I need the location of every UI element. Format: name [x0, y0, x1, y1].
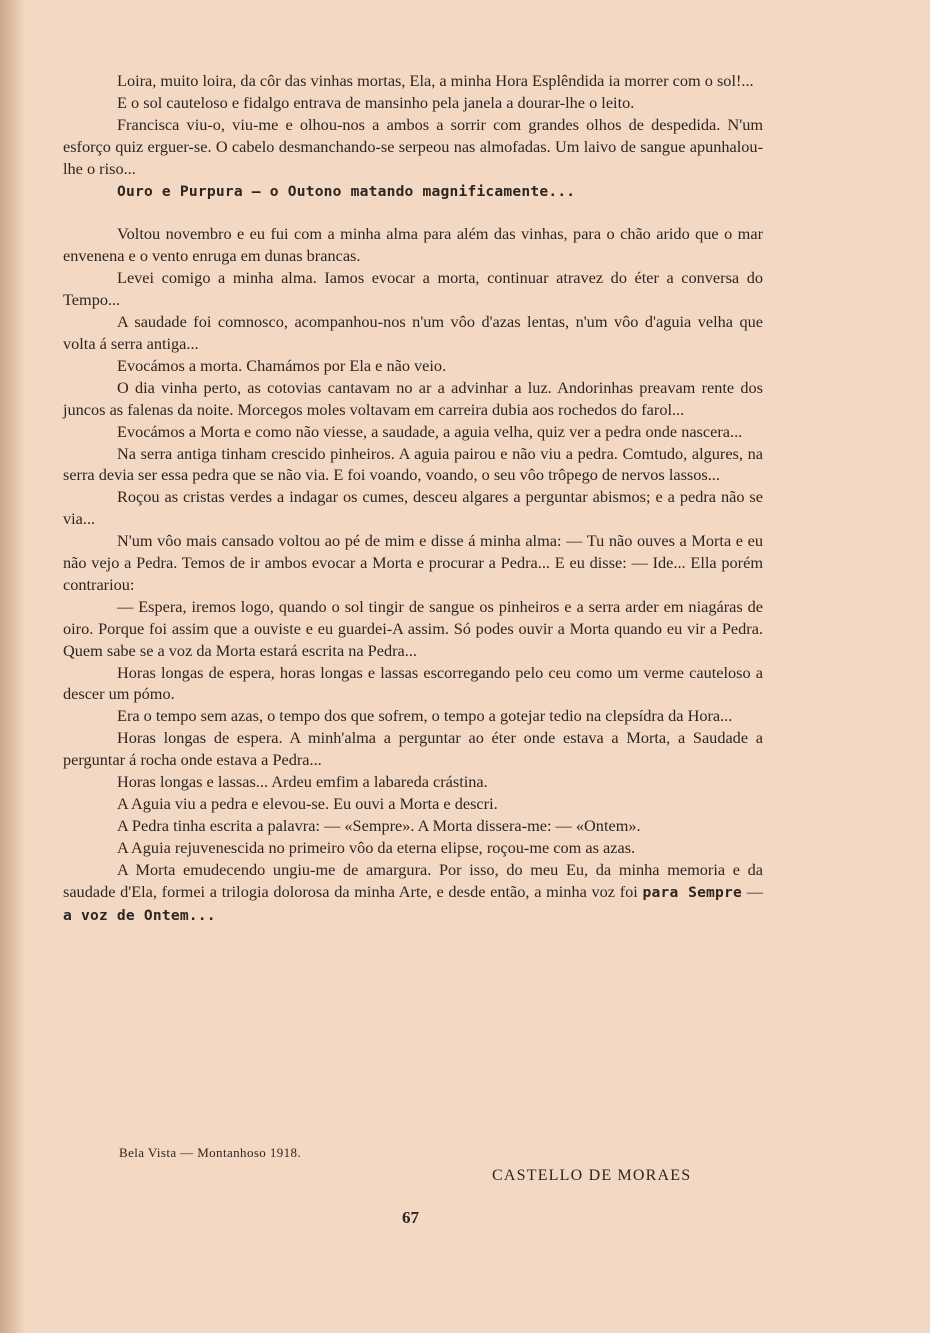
paragraph: [63, 662, 763, 706]
paragraph: [63, 114, 763, 180]
paragraph-text: N'um vôo mais cansado voltou ao pé de mim e disse á minha alma: — Tu não ouves a Morta e eu não vejo a Pedra. Temos de ir ambos evocar a Morta e procurar a Pedra... E eu disse: — Ide... Ella porém contrariou:: [63, 531, 763, 594]
paragraph: [63, 311, 763, 355]
paragraph-text: Voltou novembro e eu fui com a minha alma para além das vinhas, para o chão arido que o mar envenena e o vento enruga em dunas brancas.: [63, 224, 763, 266]
paragraph: [63, 92, 763, 114]
paragraph: [63, 486, 763, 530]
paragraph: [63, 837, 763, 859]
paragraph-text: O dia vinha perto, as cotovias cantavam no ar a advinhar a luz. Andorinhas preavam rente dos juncos as falenas da noite. Morcegos moles voltavam em carreira dubia aos rochedos do farol...: [63, 377, 763, 419]
paragraph: [63, 443, 763, 487]
paragraph: [63, 727, 763, 771]
paragraph: [63, 859, 763, 927]
page-number: 67: [402, 1208, 419, 1227]
paragraph-text: Levei comigo a minha alma. Iamos evocar a morta, continuar atravez do éter a conversa do Tempo...: [63, 268, 763, 310]
paragraph: [63, 421, 763, 443]
page-edge-shadow: [0, 0, 26, 1333]
paragraph-text: Evocámos a morta. Chamámos por Ela e não veio.: [117, 355, 447, 375]
dateline: Bela Vista — Montanhoso 1918.: [119, 1145, 302, 1160]
paragraph-text: Horas longas de espera. A minh'alma a perguntar ao éter onde estava a Morta, a Saudade a perguntar á rocha onde estava a Pedra...: [63, 728, 763, 770]
body-text: [63, 70, 763, 926]
paragraph: [63, 815, 763, 837]
paragraph-text: Loira, muito loira, da côr das vinhas mortas, Ela, a minha Hora Esplêndida ia morrer com o sol!...: [117, 71, 754, 90]
paragraph-text: Francisca viu-o, viu-me e olhou-nos a ambos a sorrir com grandes olhos de despedida. N'um esforço quiz erguer-se. O cabelo desmanchando-se serpeou nas almofadas. Um laivo de sangue apunhalou-lhe o riso...: [63, 114, 763, 178]
paragraph-text: Horas longas de espera, horas longas e lassas escorregando pelo ceu como um verme cauteloso a descer um pómo.: [63, 662, 763, 704]
paragraph: [63, 530, 763, 596]
paragraph: [63, 267, 763, 311]
emphasis-text: a voz de Ontem...: [63, 906, 216, 924]
paragraph-text: A Aguia rejuvenescida no primeiro vôo da eterna elipse, roçou-me com as azas.: [117, 837, 636, 857]
paragraph: [63, 377, 763, 421]
paragraph-text: —: [742, 881, 763, 901]
paragraph: [63, 596, 763, 662]
paragraph-text: Na serra antiga tinham crescido pinheiros. A aguia pairou e não viu a pedra. Comtudo, algures, na serra devia ser essa pedra que se não via. E foi voando, voando, o seu vôo trôpego de nervos lassos...: [63, 443, 763, 485]
paragraph-text: Era o tempo sem azas, o tempo dos que sofrem, o tempo a gotejar tedio na clepsídra da Hora...: [117, 706, 733, 726]
paragraph-text: Roçou as cristas verdes a indagar os cumes, desceu algares a perguntar abismos; e a pedra não se via...: [63, 487, 763, 529]
emphasis-text: para Sempre: [642, 883, 742, 901]
paragraph-text: — Espera, iremos logo, quando o sol tingir de sangue os pinheiros e a serra arder em niagáras de oiro. Porque foi assim que a ouviste e eu guardei-A assim. Só podes ouvir a Morta quando eu vir a Pedra. Quem sabe se a voz da Morta estará escrita na Pedra...: [63, 596, 763, 660]
paragraph-text: Evocámos a Morta e como não viesse, a saudade, a aguia velha, quiz ver a pedra onde nascera...: [117, 421, 743, 441]
paragraph-text: A Aguia viu a pedra e elevou-se. Eu ouvi a Morta e descri.: [117, 794, 498, 813]
paragraph: [63, 705, 763, 727]
emphasis-text: Ouro e Purpura — o Outono matando magnificamente...: [117, 182, 576, 200]
paragraph-text: E o sol cauteloso e fidalgo entrava de mansinho pela janela a dourar-lhe o leito.: [117, 92, 635, 112]
paragraph: [63, 793, 763, 815]
author-signature: CASTELLO DE MORAES: [492, 1167, 692, 1184]
paragraph: [63, 223, 763, 267]
paragraph: [63, 180, 763, 203]
paragraph-text: Horas longas e lassas... Ardeu emfim a labareda crástina.: [117, 772, 488, 792]
paragraph: [63, 771, 763, 793]
paragraph-text: A Morta emudecendo ungiu-me de amargura. Por isso, do meu Eu, da minha memoria e da saudade d'Ela, formei a trilogia dolorosa da minha Arte, e desde então, a minha voz foi: [63, 859, 763, 901]
paragraph: [63, 70, 763, 92]
paragraph-text: A saudade foi comnosco, acompanhou-nos n'um vôo d'azas lentas, n'um vôo d'aguia velha que volta á serra antiga...: [63, 312, 763, 353]
paragraph-text: A Pedra tinha escrita a palavra: — «Sempre». A Morta dissera-me: — «Ontem».: [117, 815, 641, 835]
paragraph: [63, 355, 763, 377]
